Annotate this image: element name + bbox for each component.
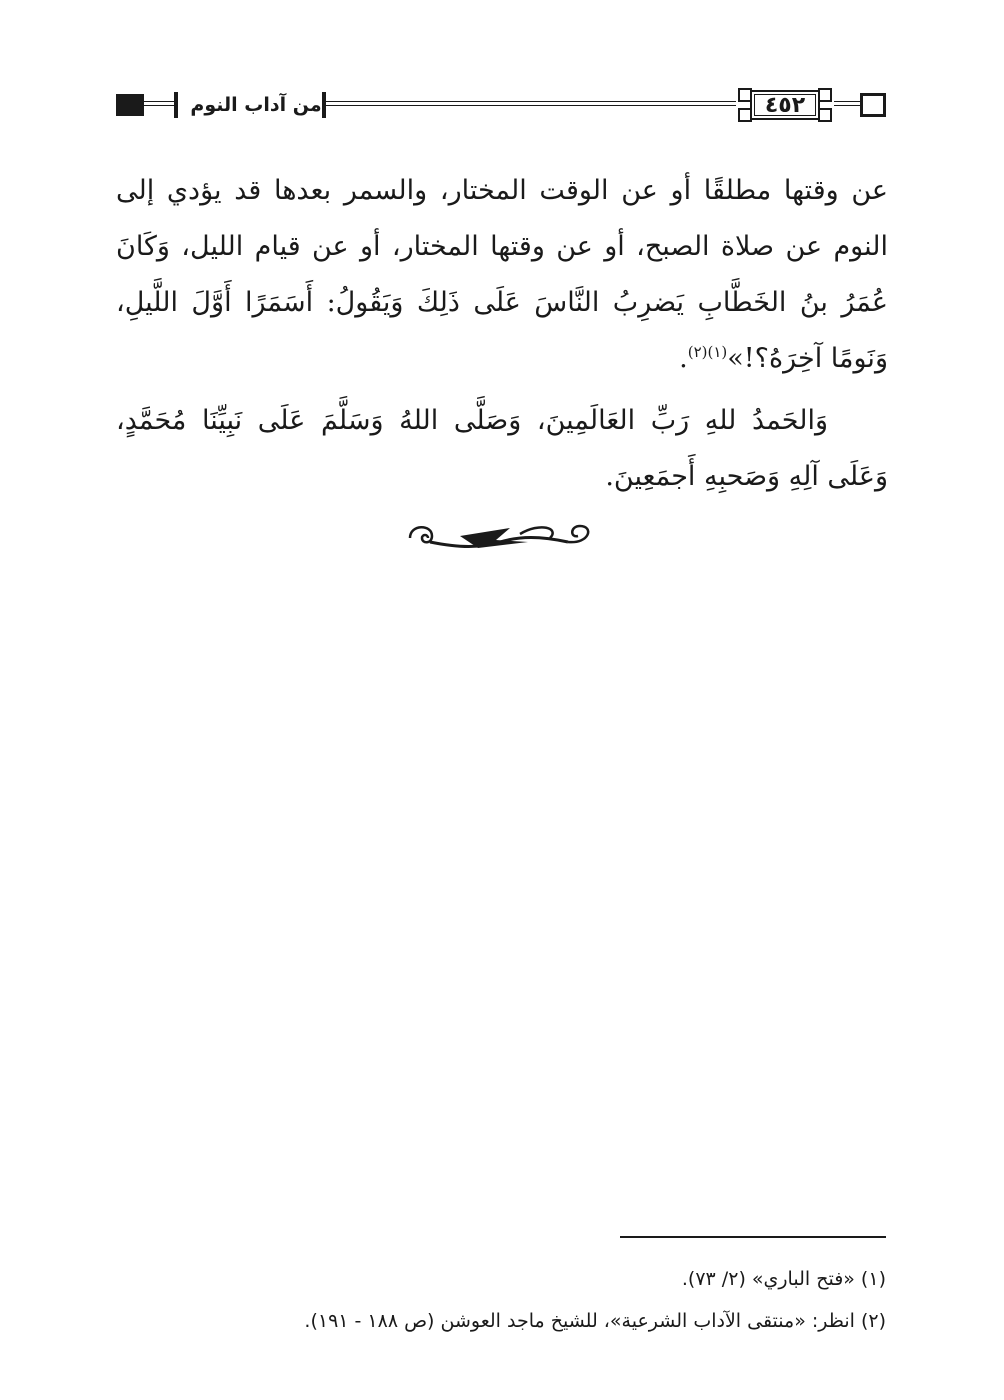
footnote-reference: (١)(٢) <box>687 343 728 361</box>
footnote-item: (١) «فتح الباري» (٢/ ٧٣). <box>681 1268 886 1290</box>
corner-ornament-icon <box>738 88 752 102</box>
paragraph-text: عن وقتها مطلقًا أو عن الوقت المختار، والسمر بعدها قد يؤدي إلى النوم عن صلاة الصبح، أو عن وقتها المختار، أو عن قيام الليل، وَكَانَ عُمَرُ بنُ الخَطَّابِ يَضرِبُ النَّاسَ عَلَى ذَلِكَ وَيَقُولُ: أَسَمَرًا أَوَّلَ اللَّيلِ، وَنَومًا آخِرَهُ؟!» <box>116 175 888 374</box>
footnote-separator <box>620 1236 886 1238</box>
footnote-item: (٢) انظر: «منتقى الآداب الشرعية»، للشيخ ماجد العوشن (ص ١٨٨ - ١٩١). <box>304 1310 886 1332</box>
header-right-box <box>860 93 886 117</box>
corner-ornament-icon <box>738 108 752 122</box>
paragraph-end: . <box>679 343 688 374</box>
page-header <box>116 88 888 124</box>
corner-ornament-icon <box>818 108 832 122</box>
paragraph: وَالحَمدُ للهِ رَبِّ العَالَمِينَ، وَصَلَّى اللهُ وَسَلَّمَ عَلَى نَبِيِّنَا مُحَمَّدٍ، وَعَلَى آلِهِ وَصَحبِهِ أَجمَعِينَ. <box>116 405 888 492</box>
header-bar-divider <box>174 92 178 118</box>
header-left-block <box>116 94 144 116</box>
footnotes <box>116 1258 886 1342</box>
end-ornament-icon <box>400 514 600 558</box>
running-title: من آداب النوم <box>190 94 322 116</box>
header-rule-right <box>834 101 860 106</box>
paragraph <box>116 163 888 387</box>
header-rule-left <box>144 101 176 106</box>
page-number-badge <box>736 88 834 122</box>
main-text <box>116 163 888 511</box>
header-rule-middle <box>326 101 736 106</box>
corner-ornament-icon <box>818 88 832 102</box>
page-number: ٤٥٢ <box>764 92 806 118</box>
